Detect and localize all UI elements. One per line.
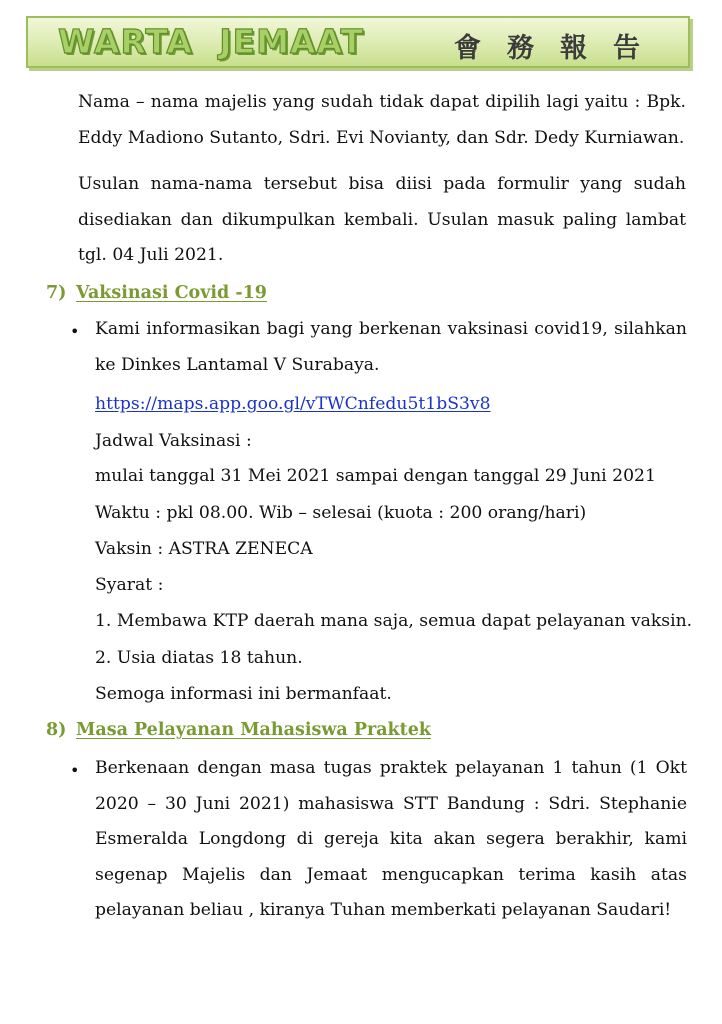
requirement-2: 2. Usia diatas 18 tahun.: [95, 648, 303, 668]
newsletter-header: [26, 16, 690, 68]
section-8-title: Masa Pelayanan Mahasiswa Praktek: [76, 720, 431, 740]
closing-text: Semoga informasi ini bermanfaat.: [95, 684, 392, 704]
intro-paragraph-1: Nama – nama majelis yang sudah tidak dapat dipilih lagi yaitu : Bpk. Eddy Madiono Sutanto, Sdri. Evi Novianty, dan Sdr. Dedy Kurniawan.: [78, 92, 686, 148]
bullet-icon: •: [70, 761, 80, 780]
bullet-icon: •: [70, 322, 80, 341]
time-text: Waktu : pkl 08.00. Wib – selesai (kuota : 200 orang/hari): [95, 503, 587, 523]
header-title-chinese: 會務報告: [454, 33, 666, 64]
intro-paragraph-2: Usulan nama-nama tersebut bisa diisi pada formulir yang sudah disediakan dan dikumpulkan kembali. Usulan masuk paling lambat tgl. 04 Juli 2021.: [78, 174, 686, 265]
section-7-heading: [46, 283, 267, 303]
header-title: WARTA JEMAAT: [58, 22, 365, 61]
schedule-text: mulai tanggal 31 Mei 2021 sampai dengan tanggal 29 Juni 2021: [95, 466, 656, 486]
internship-paragraph: Berkenaan dengan masa tugas praktek pelayanan 1 tahun (1 Okt 2020 – 30 Juni 2021) mahasiswa STT Bandung : Sdri. Stephanie Esmeralda Longdong di gereja kita akan segera berakhir, kami segenap Majelis dan Jemaat mengucapkan terima kasih atas pelayanan beliau , kiranya Tuhan memberkati pelayanan Saudari!: [95, 758, 687, 920]
section-7-title: Vaksinasi Covid -19: [76, 283, 267, 303]
section-7-number: 7): [46, 283, 67, 303]
section-8-number: 8): [46, 720, 67, 740]
section-8-heading: [46, 720, 431, 740]
requirements-label: Syarat :: [95, 575, 164, 595]
vaccine-text: Vaksin : ASTRA ZENECA: [95, 539, 313, 559]
maps-link[interactable]: https://maps.app.goo.gl/vTWCnfedu5t1bS3v8: [95, 394, 491, 414]
vaccination-intro: Kami informasikan bagi yang berkenan vaksinasi covid19, silahkan ke Dinkes Lantamal V Surabaya.: [95, 319, 687, 375]
requirement-1: 1. Membawa KTP daerah mana saja, semua dapat pelayanan vaksin.: [95, 611, 693, 631]
schedule-label: Jadwal Vaksinasi :: [95, 431, 252, 451]
